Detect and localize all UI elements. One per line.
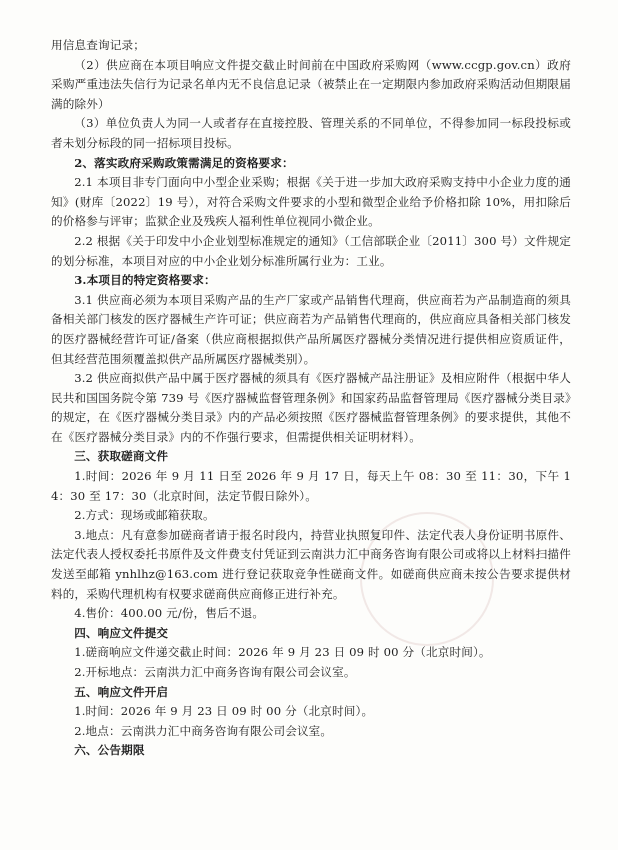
section-heading-3: 3.本项目的特定资格要求：	[74, 273, 216, 288]
paragraph-2-2: 2.2 根据《关于印发中小企业划型标准规定的通知》（工信部联企业〔2011〕300 号）文件规定的划分标准，本项目对应的中小企业划分标准所属行业为：工业。	[51, 233, 571, 268]
submission-location: 2.开标地点：云南洪力汇中商务咨询有限公司会议室。	[74, 665, 356, 679]
obtain-method: 2.方式：现场或邮箱获取。	[74, 508, 215, 523]
obtain-time: 1.时间：2026 年 9 月 11 日至 2026 年 9 月 17 日，每天上午 08：30 至 11：30，下午 14：30 至 17：30（北京时间，法定节假日除外）。	[51, 469, 571, 503]
obtain-location: 3.地点：凡有意参加磋商者请于报名时段内，持营业执照复印件、法定代表人身份证明书原件、法定代表人授权委托书原件及文件费支付凭证到云南洪力汇中商务咨询有限公司或将以上材料扫描件发送至邮箱 ynhlhz@163.com 进行登记获取竞争性磋商文件。如磋商供应商未按公告要求提供材料的，采购代理机构有权要求磋商供应商修正进行补充。	[51, 527, 571, 601]
paragraph-3-2: 3.2 供应商拟供产品中属于医疗器械的须具有《医疗器械产品注册证》及相应附件（根据中华人民共和国国务院令第 739 号《医疗器械监督管理条例》和国家药品监督管理局《医疗器械分类目录》的规定，在《医疗器械分类目录》内的产品必须按照《医疗器械监督管理条例》的要求提供，其他不在《医疗器械分类目录》内的不作强行要求，但需提供相关证明材料）。	[51, 371, 571, 444]
heading-obtain-documents: 三、获取磋商文件	[74, 449, 169, 464]
obtain-price: 4.售价：400.00 元/份，售后不退。	[74, 606, 265, 621]
opening-location: 2.地点：云南洪力汇中商务咨询有限公司会议室。	[74, 723, 333, 738]
paragraph-3-1: 3.1 供应商必须为本项目采购产品的生产厂家或产品销售代理商，供应商若为产品制造商的须具备相关部门核发的医疗器械生产许可证；供应商若为产品销售代理商的，供应商应具备相关部门核发的医疗器械经营许可证/备案（供应商根据拟供产品所属医疗器械分类情况进行提供相应资质证件，但其经营范围须覆盖拟供产品所属医疗器械类别）。	[51, 292, 571, 366]
document-body	[51, 36, 571, 761]
paragraph-2: （2）供应商在本项目响应文件提交截止时间前在中国政府采购网（www.ccgp.gov.cn）政府采购严重违法失信行为记录名单内无不良信息记录（被禁止在一定期限内参加政府采购活动但期限届满的除外）	[51, 57, 571, 111]
paragraph-1: 用信息查询记录；	[51, 38, 145, 52]
submission-deadline: 1.磋商响应文件递交截止时间：2026 年 9 月 23 日 09 时 00 分（北京时间）。	[74, 645, 491, 660]
paragraph-2-1: 2.1 本项目非专门面向中小型企业采购；根据《关于进一步加大政府采购支持中小企业力度的通知》(财库〔2022〕19 号），对符合采购文件要求的小型和微型企业给予价格扣除 10%，用扣除后的价格参与评审；监狱企业及残疾人福利性单位视同小微企业。	[51, 175, 571, 229]
paragraph-3: （3）单位负责人为同一人或者存在直接控股、管理关系的不同单位，不得参加同一标段投标或者未划分标段的同一招标项目投标。	[51, 116, 571, 150]
heading-submission: 四、响应文件提交	[74, 625, 169, 640]
heading-announcement-period: 六、公告期限	[74, 743, 145, 758]
section-heading-2: 2、落实政府采购政策需满足的资格要求：	[74, 155, 294, 170]
opening-time: 1.时间：2026 年 9 月 23 日 09 时 00 分（北京时间）。	[74, 704, 374, 719]
heading-opening: 五、响应文件开启	[74, 684, 169, 699]
